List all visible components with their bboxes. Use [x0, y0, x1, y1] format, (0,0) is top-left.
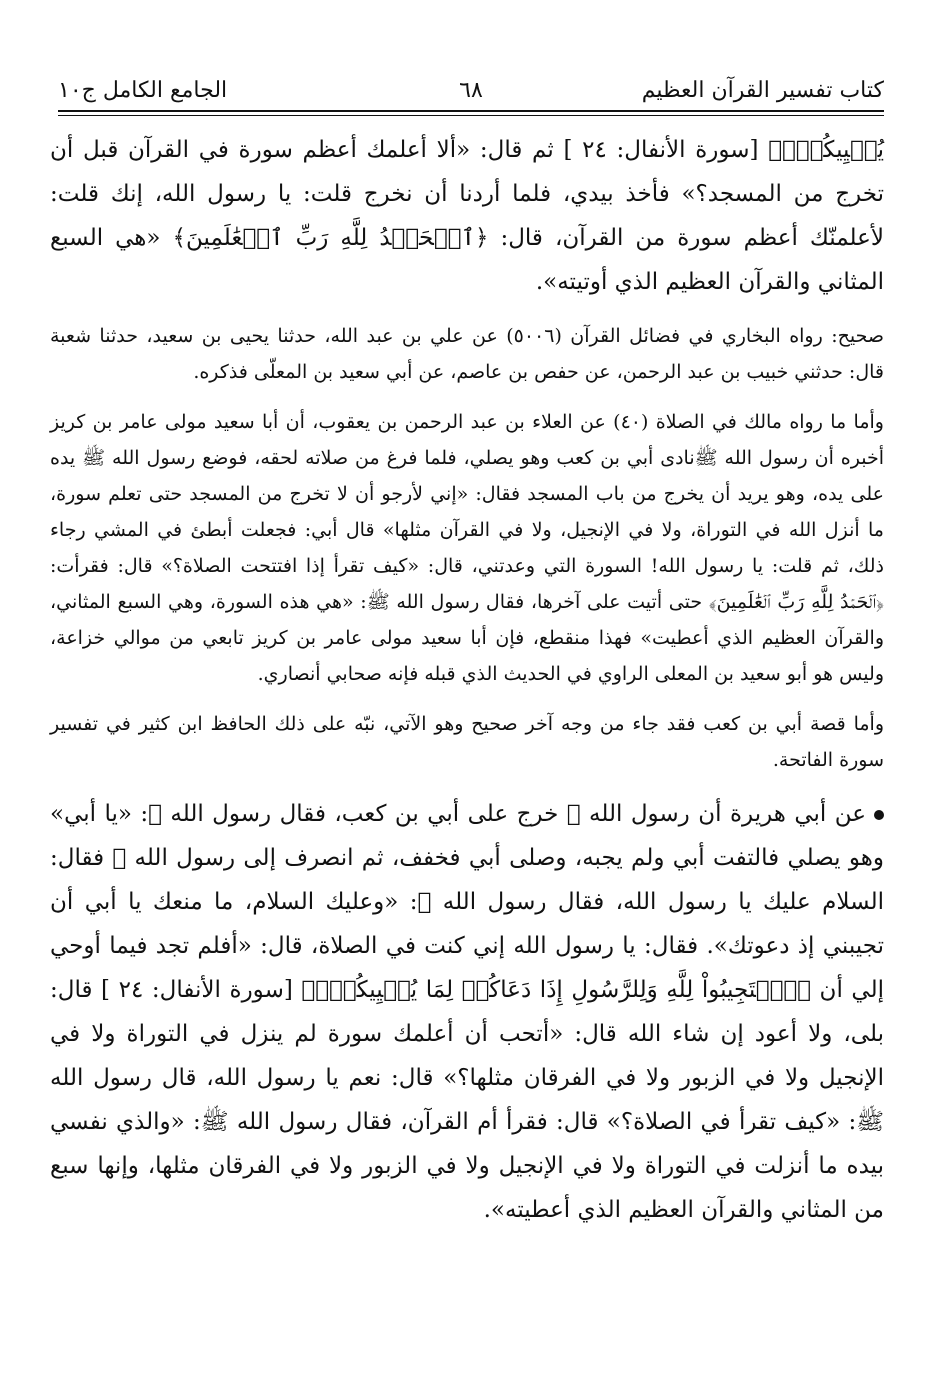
paragraph-malik-narration: وأما ما رواه مالك في الصلاة (٤٠) عن العلاء بن عبد الرحمن بن يعقوب، أن أبا سعيد مولى عامر بن كريز أخبره أن رسول الله ﷺنادى أبي بن كعب وهو يصلي، فلما فرغ من صلاته لحقه، فوضع رسول الله ﷺ يده على يده، وهو يريد أن يخرج من باب المسجد فقال: «إني لأرجو أن لا تخرج من المسجد حتى تعلم سورة، ما أنزل الله في التوراة، ولا في الإنجيل، ولا في القرآن مثلها» قال أبي: فجعلت أبطئ في المشي رجاء ذلك، ثم قلت: يا رسول الله! السورة التي وعدتني، قال: «كيف تقرأ إذا افتتحت الصلاة؟» قال: فقرأت: ﴿ٱلۡحَمۡدُ لِلَّهِ رَبِّ ٱلۡعَٰلَمِينَ﴾ حتى أتيت على آخرها، فقال رسول الله ﷺ: «هي هذه السورة، وهي السبع المثاني، والقرآن العظيم الذي أعطيت» فهذا منقطع، فإن أبا سعيد مولى عامر بن كريز تابعي من موالي خزاعة، وليس هو أبو سعيد بن المعلى الراوي في الحديث الذي قبله فإنه صحابي أنصاري. [50, 411, 884, 685]
paragraph-hadith-2 [50, 792, 884, 1232]
header-rule-thick [58, 110, 884, 112]
page-body [50, 128, 884, 1232]
paragraph-note: وأما قصة أبي بن كعب فقد جاء من وجه آخر صحيح وهو الآتي، نبّه على ذلك الحافظ ابن كثير في تفسير سورة الفاتحة. [50, 713, 884, 771]
paragraph-takhrij-1: صحيح: رواه البخاري في فضائل القرآن (٥٠٠٦) عن علي بن عبد الله، حدثنا يحيى بن سعيد، حدثنا شعبة قال: حدثني خبيب بن عبد الرحمن، عن حفص بن عاصم، عن أبي سعيد بن المعلّى فذكره. [50, 325, 884, 383]
bullet-icon [874, 810, 884, 820]
header-book-title: كتاب تفسير القرآن العظيم [641, 77, 884, 103]
paragraph-hadith-1: يُحۡيِيكُمۡۖ﴾ [سورة الأنفال: ٢٤ ] ثم قال: «ألا أعلمك أعظم سورة في القرآن قبل أن تخرج من المسجد؟» فأخذ بيدي، فلما أردنا أن نخرج قلت: يا رسول الله، إنك قلت: لأعلمنّك أعظم سورة من القرآن، قال: ﴿ٱلۡحَمۡدُ لِلَّهِ رَبِّ ٱلۡعَٰلَمِينَ﴾ «هي السبع المثاني والقرآن العظيم الذي أوتيته». [50, 137, 884, 295]
header-volume-title: الجامع الكامل ج١٠ [58, 77, 228, 103]
page-number: ٦٨ [459, 77, 483, 103]
page-header [58, 72, 884, 108]
header-rule-thin [58, 115, 884, 116]
paragraph-hadith-2-text: عن أبي هريرة أن رسول الله ﷺ خرج على أبي بن كعب، فقال رسول الله ﷺ: «يا أبي» وهو يصلي فالتفت أبي ولم يجبه، وصلى أبي فخفف، ثم انصرف إلى رسول الله ﷺ فقال: السلام عليك يا رسول الله، فقال رسول الله ﷺ: «وعليك السلام، ما منعك يا أبي أن تجيبني إذ دعوتك». فقال: يا رسول الله إني كنت في الصلاة، قال: «أفلم تجد فيما أوحي إلي أن ﴿ٱسۡتَجِيبُواْ لِلَّهِ وَلِلرَّسُولِ إِذَا دَعَاكُمۡ لِمَا يُحۡيِيكُمۡۖ﴾ [سورة الأنفال: ٢٤ ] قال: بلى، ولا أعود إن شاء الله قال: «أتحب أن أعلمك سورة لم ينزل في التوراة ولا في الإنجيل ولا في الزبور ولا في الفرقان مثلها؟» قال: نعم يا رسول الله، قال رسول الله ﷺ: «كيف تقرأ في الصلاة؟» قال: فقرأ أم القرآن، فقال رسول الله ﷺ: «والذي نفسي بيده ما أنزلت في التوراة ولا في الإنجيل ولا في الزبور ولا في الفرقان مثلها، وإنها سبع من المثاني والقرآن العظيم الذي أعطيته». [50, 801, 884, 1223]
paragraph-hadith-2-wrapper [50, 792, 884, 1232]
